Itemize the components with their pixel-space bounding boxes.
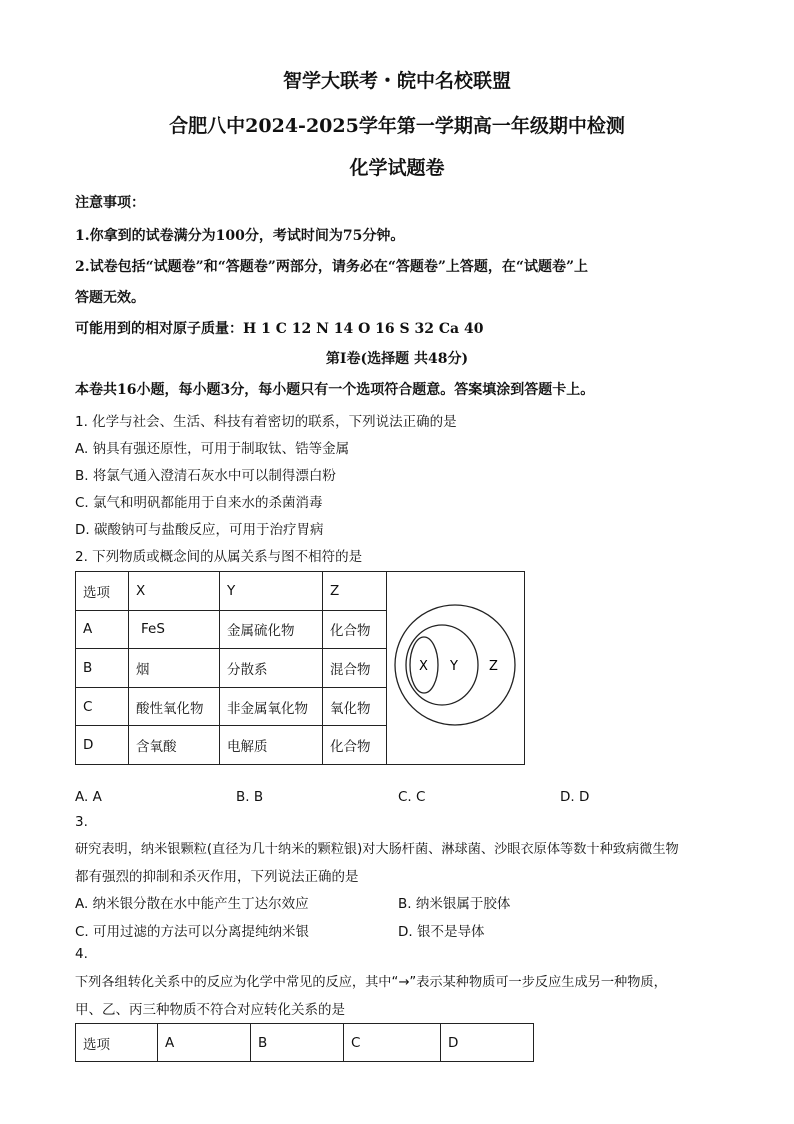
notice-item-2: 2.试卷包括“试题卷”和“答题卷”两部分，请务必在“答题卷”上答题，在“试题卷”上 — [75, 259, 589, 275]
q3-stem-line1: 研究表明，纳米银颗粒(直径为几十纳米的颗粒银)对大肠杆菌、淋球菌、沙眼衣原体等数十种致病微生物 — [75, 842, 679, 857]
q4-stem-line2: 甲、乙、丙三种物质不符合对应转化关系的是 — [75, 1002, 345, 1018]
notice-heading: 注意事项： — [75, 195, 145, 211]
section-title: 第Ⅰ卷(选择题 共48分) — [325, 351, 469, 367]
table-header-cell: 选项 — [76, 1024, 158, 1062]
q1-option-a: A. 钠具有强还原性，可用于制取钛、锆等金属 — [75, 441, 350, 457]
table-cell: 非金属氧化物 — [220, 687, 323, 726]
label-x: X — [419, 659, 428, 674]
table-cell: B — [76, 649, 129, 688]
notice-item-1: 1.你拿到的试卷满分为100分，考试时间为75分钟。 — [75, 228, 405, 244]
table-cell: 化合物 — [323, 726, 387, 765]
q3-option-b: B. 纳米银属于胶体 — [398, 896, 511, 912]
q4-number: 4. — [75, 946, 88, 962]
q4-stem-line1: 下列各组转化关系中的反应为化学中常见的反应，其中“→”表示某种物质可一步反应生成另一种物质， — [75, 975, 667, 990]
table-cell: 混合物 — [323, 649, 387, 688]
q1-option-c: C. 氯气和明矾都能用于自来水的杀菌消毒 — [75, 495, 323, 511]
q3-number: 3. — [75, 814, 88, 830]
table-header-cell: C — [344, 1024, 441, 1062]
table-header-cell: A — [158, 1024, 251, 1062]
q4-table — [75, 1023, 534, 1062]
exam-series-title: 智学大联考・皖中名校联盟 — [282, 70, 511, 92]
table-cell: FeS — [129, 610, 220, 649]
table-cell: 分散系 — [220, 649, 323, 688]
atomic-masses: 可能用到的相对原子质量：H 1 C 12 N 14 O 16 S 32 Ca 40 — [75, 321, 484, 337]
table-cell: A — [76, 610, 129, 649]
subject-title: 化学试题卷 — [349, 157, 445, 179]
table-header-cell: 选项 — [76, 572, 129, 611]
q2-option-c: C. C — [398, 789, 426, 805]
label-z: Z — [489, 659, 498, 674]
q2-table — [75, 571, 525, 765]
table-cell: 金属硫化物 — [220, 610, 323, 649]
table-cell: 化合物 — [323, 610, 387, 649]
q1-option-b: B. 将氯气通入澄清石灰水中可以制得漂白粉 — [75, 468, 336, 484]
q1-stem: 1. 化学与社会、生活、科技有着密切的联系，下列说法正确的是 — [75, 414, 457, 430]
label-y: Y — [450, 659, 458, 674]
section-instructions: 本卷共16小题，每小题3分，每小题只有一个选项符合题意。答案填涂到答题卡上。 — [75, 382, 595, 398]
q3-option-a: A. 纳米银分散在水中能产生丁达尔效应 — [75, 896, 309, 912]
table-cell: 电解质 — [220, 726, 323, 765]
table-cell: 含氧酸 — [129, 726, 220, 765]
table-header-cell: D — [441, 1024, 534, 1062]
q3-option-d: D. 银不是导体 — [398, 924, 485, 940]
table-cell: C — [76, 687, 129, 726]
notice-item-2-cont: 答题无效。 — [75, 290, 145, 306]
q3-option-c: C. 可用过滤的方法可以分离提纯纳米银 — [75, 924, 310, 940]
table-header-cell: Y — [220, 572, 323, 611]
table-cell: 烟 — [129, 649, 220, 688]
q2-option-d: D. D — [560, 789, 590, 805]
table-cell: D — [76, 726, 129, 765]
table-header-cell: X — [129, 572, 220, 611]
table-header-cell: Z — [323, 572, 387, 611]
exam-title: 合肥八中2024-2025学年第一学期高一年级期中检测 — [169, 115, 625, 137]
table-header-row — [76, 1024, 534, 1062]
circle-y — [406, 625, 478, 705]
q1-option-d: D. 碳酸钠可与盐酸反应，可用于治疗胃病 — [75, 522, 324, 538]
q2-stem: 2. 下列物质或概念间的从属关系与图不相符的是 — [75, 549, 363, 565]
table-cell: 氧化物 — [323, 687, 387, 726]
table-cell: 酸性氧化物 — [129, 687, 220, 726]
q2-option-a: A. A — [75, 789, 102, 805]
venn-diagram — [387, 572, 524, 760]
diagram-cell — [387, 572, 525, 765]
table-header-row — [76, 572, 525, 611]
q2-option-b: B. B — [236, 789, 264, 805]
table-header-cell: B — [251, 1024, 344, 1062]
q3-stem-line2: 都有强烈的抑制和杀灭作用，下列说法正确的是 — [75, 869, 359, 885]
